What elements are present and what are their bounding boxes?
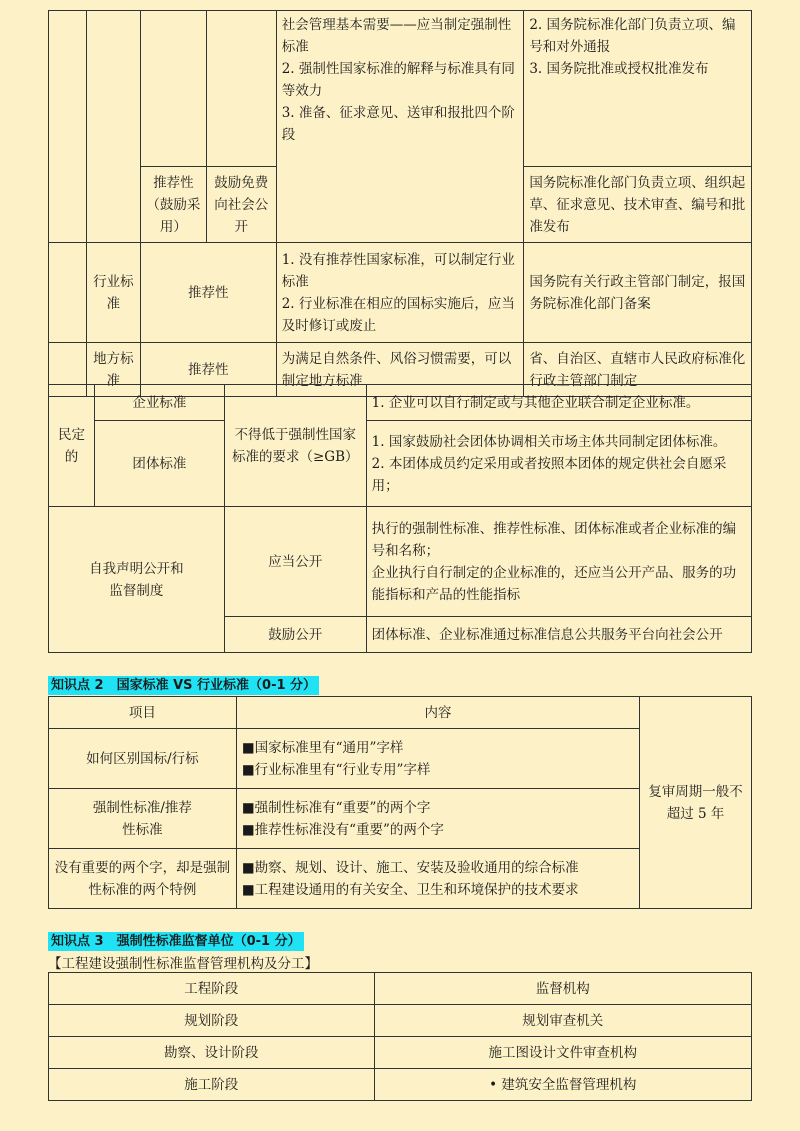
category-cell-empty	[49, 11, 87, 243]
row-content-mandatory	[236, 789, 639, 849]
shared-requirement-cell: 不得低于强制性国家标准的要求（≥GB）	[224, 385, 366, 507]
section2-title: 知识点 2 国家标准 VS 行业标准（0-1 分）	[48, 676, 319, 695]
industry-attr-cell: 推荐性	[140, 243, 276, 343]
recommended-process-cell: 国务院标准化部门负责立项、组织起草、征求意见、技术审查、编号和批准发布	[524, 167, 752, 243]
recommended-attr-cell: 鼓励免费向社会公开	[206, 167, 276, 243]
section3-title: 知识点 3 强制性标准监督单位（0-1 分）	[48, 932, 304, 951]
category-cell-empty	[49, 243, 87, 343]
stage-cell: 施工阶段	[49, 1069, 375, 1101]
row-content-exceptions	[236, 849, 639, 909]
encourage-disclose-text: 团体标准、企业标准通过标准信息公共服务平台向社会公开	[366, 617, 751, 653]
group-text-line-2: 2. 本团体成员约定采用或者按照本团体的规定供社会自愿采用；	[371, 455, 727, 494]
point-line: ■国家标准里有“通用”字样	[241, 739, 404, 756]
point-line: ■行业标准里有“行业专用”字样	[241, 761, 431, 778]
point-line: ■工程建设通用的有关安全、卫生和环境保护的技术要求	[241, 881, 579, 898]
agency-cell: 规划审查机关	[374, 1005, 751, 1037]
should-disclose-text	[366, 507, 751, 617]
point-line: ■强制性标准有“重要”的两个字	[241, 799, 431, 816]
header-stage: 工程阶段	[49, 973, 375, 1005]
national-standard-cell	[86, 11, 140, 243]
mandatory-attr-cell	[206, 11, 276, 167]
group-standard-text	[366, 421, 751, 507]
civil-label: 民定的	[49, 385, 95, 507]
enterprise-standard-text: 1. 企业可以自行制定或与其他企业联合制定企业标准。	[366, 385, 751, 421]
industry-content-line-1: 1. 没有推荐性国家标准，可以制定行业标准	[281, 251, 515, 290]
industry-standard-label: 行业标准	[86, 243, 140, 343]
recommended-type-cell: 推荐性（鼓励采用）	[140, 167, 206, 243]
national-content-line-1: 社会管理基本需要——应当制定强制性标准	[281, 17, 512, 55]
national-content-cell	[276, 11, 524, 243]
header-item: 项目	[49, 697, 237, 729]
enterprise-standard-label: 企业标准	[94, 385, 224, 421]
point-line: ■勘察、规划、设计、施工、安装及验收通用的综合标准	[241, 859, 579, 876]
encourage-disclose-label: 鼓励公开	[224, 617, 366, 653]
stage-cell: 规划阶段	[49, 1005, 375, 1037]
header-content: 内容	[236, 697, 639, 729]
row-item-mandatory: 强制性标准/推荐性标准	[49, 789, 237, 849]
point-line: ■推荐性标准没有“重要”的两个字	[241, 821, 444, 838]
supervision-table	[48, 972, 752, 1101]
should-disclose-label: 应当公开	[224, 507, 366, 617]
national-content-line-2: 2. 强制性国家标准的解释与标准具有同等效力	[281, 61, 515, 99]
local-content-cell: 为满足自然条件、风俗习惯需要，可以制定地方标准	[276, 343, 524, 397]
agency-cell: 施工图设计文件审查机构	[374, 1037, 751, 1069]
civil-standards-table	[48, 384, 752, 653]
local-process-cell: 省、自治区、直辖市人民政府标准化行政主管部门制定	[524, 343, 752, 397]
national-vs-industry-table	[48, 696, 752, 909]
industry-process-cell: 国务院有关行政主管部门制定，报国务院标准化部门备案	[524, 243, 752, 343]
should-text-line-2: 企业执行自行制定的企业标准的，还应当公开产品、服务的功能指标和产品的性能指标	[371, 564, 737, 603]
group-text-line-1: 1. 国家鼓励社会团体协调相关市场主体共同制定团体标准。	[371, 433, 727, 450]
standards-table-continued	[48, 10, 752, 397]
local-attr-cell: 推荐性	[140, 343, 276, 397]
mandatory-process-cell	[524, 11, 752, 167]
local-standard-label: 地方标准	[86, 343, 140, 397]
header-agency: 监督机构	[374, 973, 751, 1005]
industry-content-cell	[276, 243, 524, 343]
disclosure-label: 自我声明公开和监督制度	[49, 507, 225, 653]
agency-cell: • 建筑安全监督管理机构	[374, 1069, 751, 1101]
stage-cell: 勘察、设计阶段	[49, 1037, 375, 1069]
national-content-line-3: 3. 准备、征求意见、送审和报批四个阶段	[281, 105, 515, 143]
mandatory-type-cell	[140, 11, 206, 167]
group-standard-label: 团体标准	[94, 421, 224, 507]
mandatory-process-line-1: 2. 国务院标准化部门负责立项、编号和对外通报	[529, 17, 736, 55]
row-item-distinguish: 如何区别国标/行标	[49, 729, 237, 789]
review-cycle-cell: 复审周期一般不超过 5 年	[640, 697, 752, 909]
row-content-distinguish	[236, 729, 639, 789]
row-item-exceptions: 没有重要的两个字，却是强制性标准的两个特例	[49, 849, 237, 909]
industry-content-line-2: 2. 行业标准在相应的国标实施后，应当及时修订或废止	[281, 295, 515, 334]
mandatory-process-line-2: 3. 国务院批准或授权批准发布	[529, 61, 709, 77]
should-text-line-1: 执行的强制性标准、推荐性标准、团体标准或者企业标准的编号和名称；	[371, 520, 737, 559]
section3-subtitle: 【工程建设强制性标准监督管理机构及分工】	[48, 956, 318, 972]
